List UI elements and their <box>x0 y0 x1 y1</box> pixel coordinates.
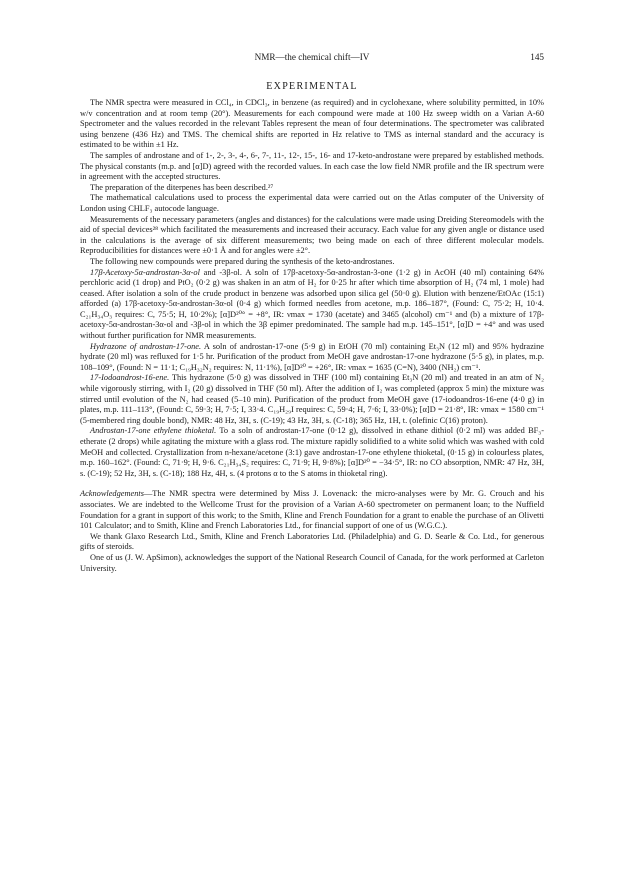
section-heading: EXPERIMENTAL <box>266 81 358 92</box>
compound-name: 17-Iodoandrost-16-ene. <box>90 373 170 383</box>
journal-page <box>80 52 544 574</box>
paragraph-iodoandrostene <box>80 373 544 426</box>
paragraph-measurements: Measurements of the necessary parameters (angles and distances) for the calculations were made using Dreiding Stereomodels with the aid of special devices²⁸ which facilitated the measurements and increased their accuracy. Each value for any given angle or distance used in the calculations is the average of six different measurements; two being made on each of three different molecular models. Reproducibilities for distances were ±0·1 Å and for angles were ±2°. <box>80 214 544 256</box>
compound-name: Hydrazone of androstan-17-one. <box>90 341 202 351</box>
paragraph-text: To a soln of androstan-17-one (0·12 g), dissolved in ethane dithiol (0·2 ml) was added BF₃-etherate (2 drops) while agitating the mixture with a glass rod. The mixture rapidly solidified to a white solid which was washed with cold MeOH and collected. Crystallization from n-hexane/acetone (3:1) gave androstan-17-one ethylene thioketal, (0·15 g) in colourless plates, m.p. 160–162°. (Found: C, 71·9; H, 9·6. C₂₁H₃₄S₂ requires: C, 71·9; H, 9·8%); [α]D²⁰ = −34·5°, IR: no CO absorption, NMR: 47 Hz, 3H, s. (C-19); 52 Hz, 3H, s. (C-18); 188 Hz, 4H, s. (4 protons α to the S atoms in thioketal ring). <box>80 426 544 478</box>
experimental-section-body <box>80 98 544 574</box>
paragraph-nmr-measurement: The NMR spectra were measured in CCl₄, in CDCl₃, in benzene (as required) and in cyclohexane, where solubility permitted, in 10% w/v concentration and at room temp (20°). Measurements for each compound were made at 100 Hz sweep width on a Varian A-60 Spectrometer and the values recorded in the relevant Tables represent the mean of four determinations. The spectrometer was calibrated using benzene (436 Hz) and TMS. The chemical shifts are reported in Hz relative to TMS as internal standard and the accuracy is estimated to be within ±1 Hz. <box>80 98 544 150</box>
paragraph-hydrazone <box>80 342 544 374</box>
paragraph-thioketal <box>80 426 544 479</box>
paragraph-nrc-support: One of us (J. W. ApSimon), acknowledges the support of the National Research Council of Canada, for the work performed at Carleton University. <box>80 552 544 573</box>
paragraph-new-compounds: The following new compounds were prepared during the synthesis of the keto-androstanes. <box>90 256 395 266</box>
paragraph-text: —The NMR spectra were determined by Miss J. Lovenack: the micro-analyses were by Mr. G. Crouch and his associates. We are indebted to the Wellcome Trust for the provision of a Varian A-60 spectrometer on permanent loan; to the Nuffield Foundation for a grant in support of this work; to the Smith, Kline and French Foundation for a grant to enable the purchase of an Olivetti 101 Calculator; and to Smith, Kline and French Laboratories Ltd., for financial support of one of us (W.G.C.). <box>80 489 544 531</box>
paragraph-sample-preparation: The samples of androstane and of 1-, 2-, 3-, 4-, 6-, 7-, 11-, 12-, 15-, 16- and 17-keto-androstane were prepared by established methods. The physical constants (m.p. and [α]D) agreed with the recorded values. In each case the low field NMR profile and the IR spectrum were in agreement with the accepted structures. <box>80 150 544 182</box>
paragraph-calculations: The mathematical calculations used to process the experimental data were carried out on the Atlas computer of the University of London using CHLF₃ autocode language. <box>80 193 544 213</box>
compound-name: Androstan-17-one ethylene thioketal. <box>90 426 217 436</box>
page-number: 145 <box>530 52 544 62</box>
acknowledgements-heading: Acknowledgements <box>80 489 144 499</box>
paragraph-text: This hydrazone (5·0 g) was dissolved in THF (100 ml) containing Et₃N (20 ml) and treated in an atm of N₂ while vigorously stirring, with I₂ (20 g) dissolved in THF (50 ml). After the addition of I₂ was completed (approx 5 min) the mixture was stirred until evolution of the N₂ had ceased (5–10 min). Purification of the product from MeOH gave (17-iodoandros-16-ene (4·0 g) in plates, m.p. 111–113°, (Found: C, 59·3; H, 7·5; I, 33·4. C₁₉H₂₉I requires: C, 59·4; H, 7·6; I, 33·0%); [α]D = 21·8°, IR: νmax = 1580 cm⁻¹ (5-membered ring double bond), NMR: 48 Hz, 3H, s. (C-19); 43 Hz, 3H, s. (C-18); 365 Hz, 1H, t. (olefinic C(16) proton). <box>80 373 544 425</box>
paragraph-acetoxy-androstanol <box>80 268 544 342</box>
running-title: NMR—the chemical chift—IV <box>254 52 370 62</box>
compound-name: 17β-Acetoxy-5α-androstan-3α-ol <box>90 267 200 277</box>
paragraph-acknowledgements <box>80 489 544 531</box>
paragraph-diterpenes: The preparation of the diterpenes has been described.²⁷ <box>90 182 274 192</box>
paragraph-text: and -3β-ol. A soln of 17β-acetoxy-5α-androstan-3-one (1·2 g) in AcOH (40 ml) containing 64% perchloric acid (1 drop) and PtO₂ (0·2 g) was shaken in an atm of H₂ for 0·25 hr after which time absorption of H₂ (74 ml, 1 mole) had ceased. After isolation a soln of the crude product in benzene was adsorbed upon silica gel (50·0 g). Elution with benzene/EtOAc (15:1) afforded (a) 17β-acetoxy-5α-androstan-3α-ol (0·4 g) which formed needles from acetone, m.p. 186–187°, (Found: C, 75·2; H, 10·4. C₂₁H₃₄O₃ requires: C, 75·5; H, 10·2%); [α]D²⁰° = +8°, IR: νmax = 1730 (acetate) and 3465 (alcohol) cm⁻¹ and (b) a mixture of 17β-acetoxy-5α-androstan-3α-ol and -3β-ol in which the 3β epimer predominated. The sample had m.p. 145–151°, [α]D = +4° and was used without further purification for NMR measurements. <box>80 267 544 341</box>
running-head <box>80 52 544 66</box>
paragraph-steroid-gifts: We thank Glaxo Research Ltd., Smith, Kline and French Laboratories Ltd. (Philadelphia) and G. D. Searle & Co. Ltd., for generous gifts of steroids. <box>80 531 544 552</box>
paragraph-text: A soln of androstan-17-one (5·9 g) in EtOH (70 ml) containing Et₃N (12 ml) and 95% hydrazine hydrate (20 ml) was refluxed for 1·5 hr. Purification of the product from MeOH gave androstan-17-one hydrazone (5·5 g), in plates, m.p. 108–109°, (Found: N = 11·1; C₁₉H₃₂N₂ requires: N, 11·1%), [α]D²⁰ = +26°, IR: νmax = 1635 (C=N), 3400 (NH₂) cm⁻¹. <box>80 341 545 372</box>
